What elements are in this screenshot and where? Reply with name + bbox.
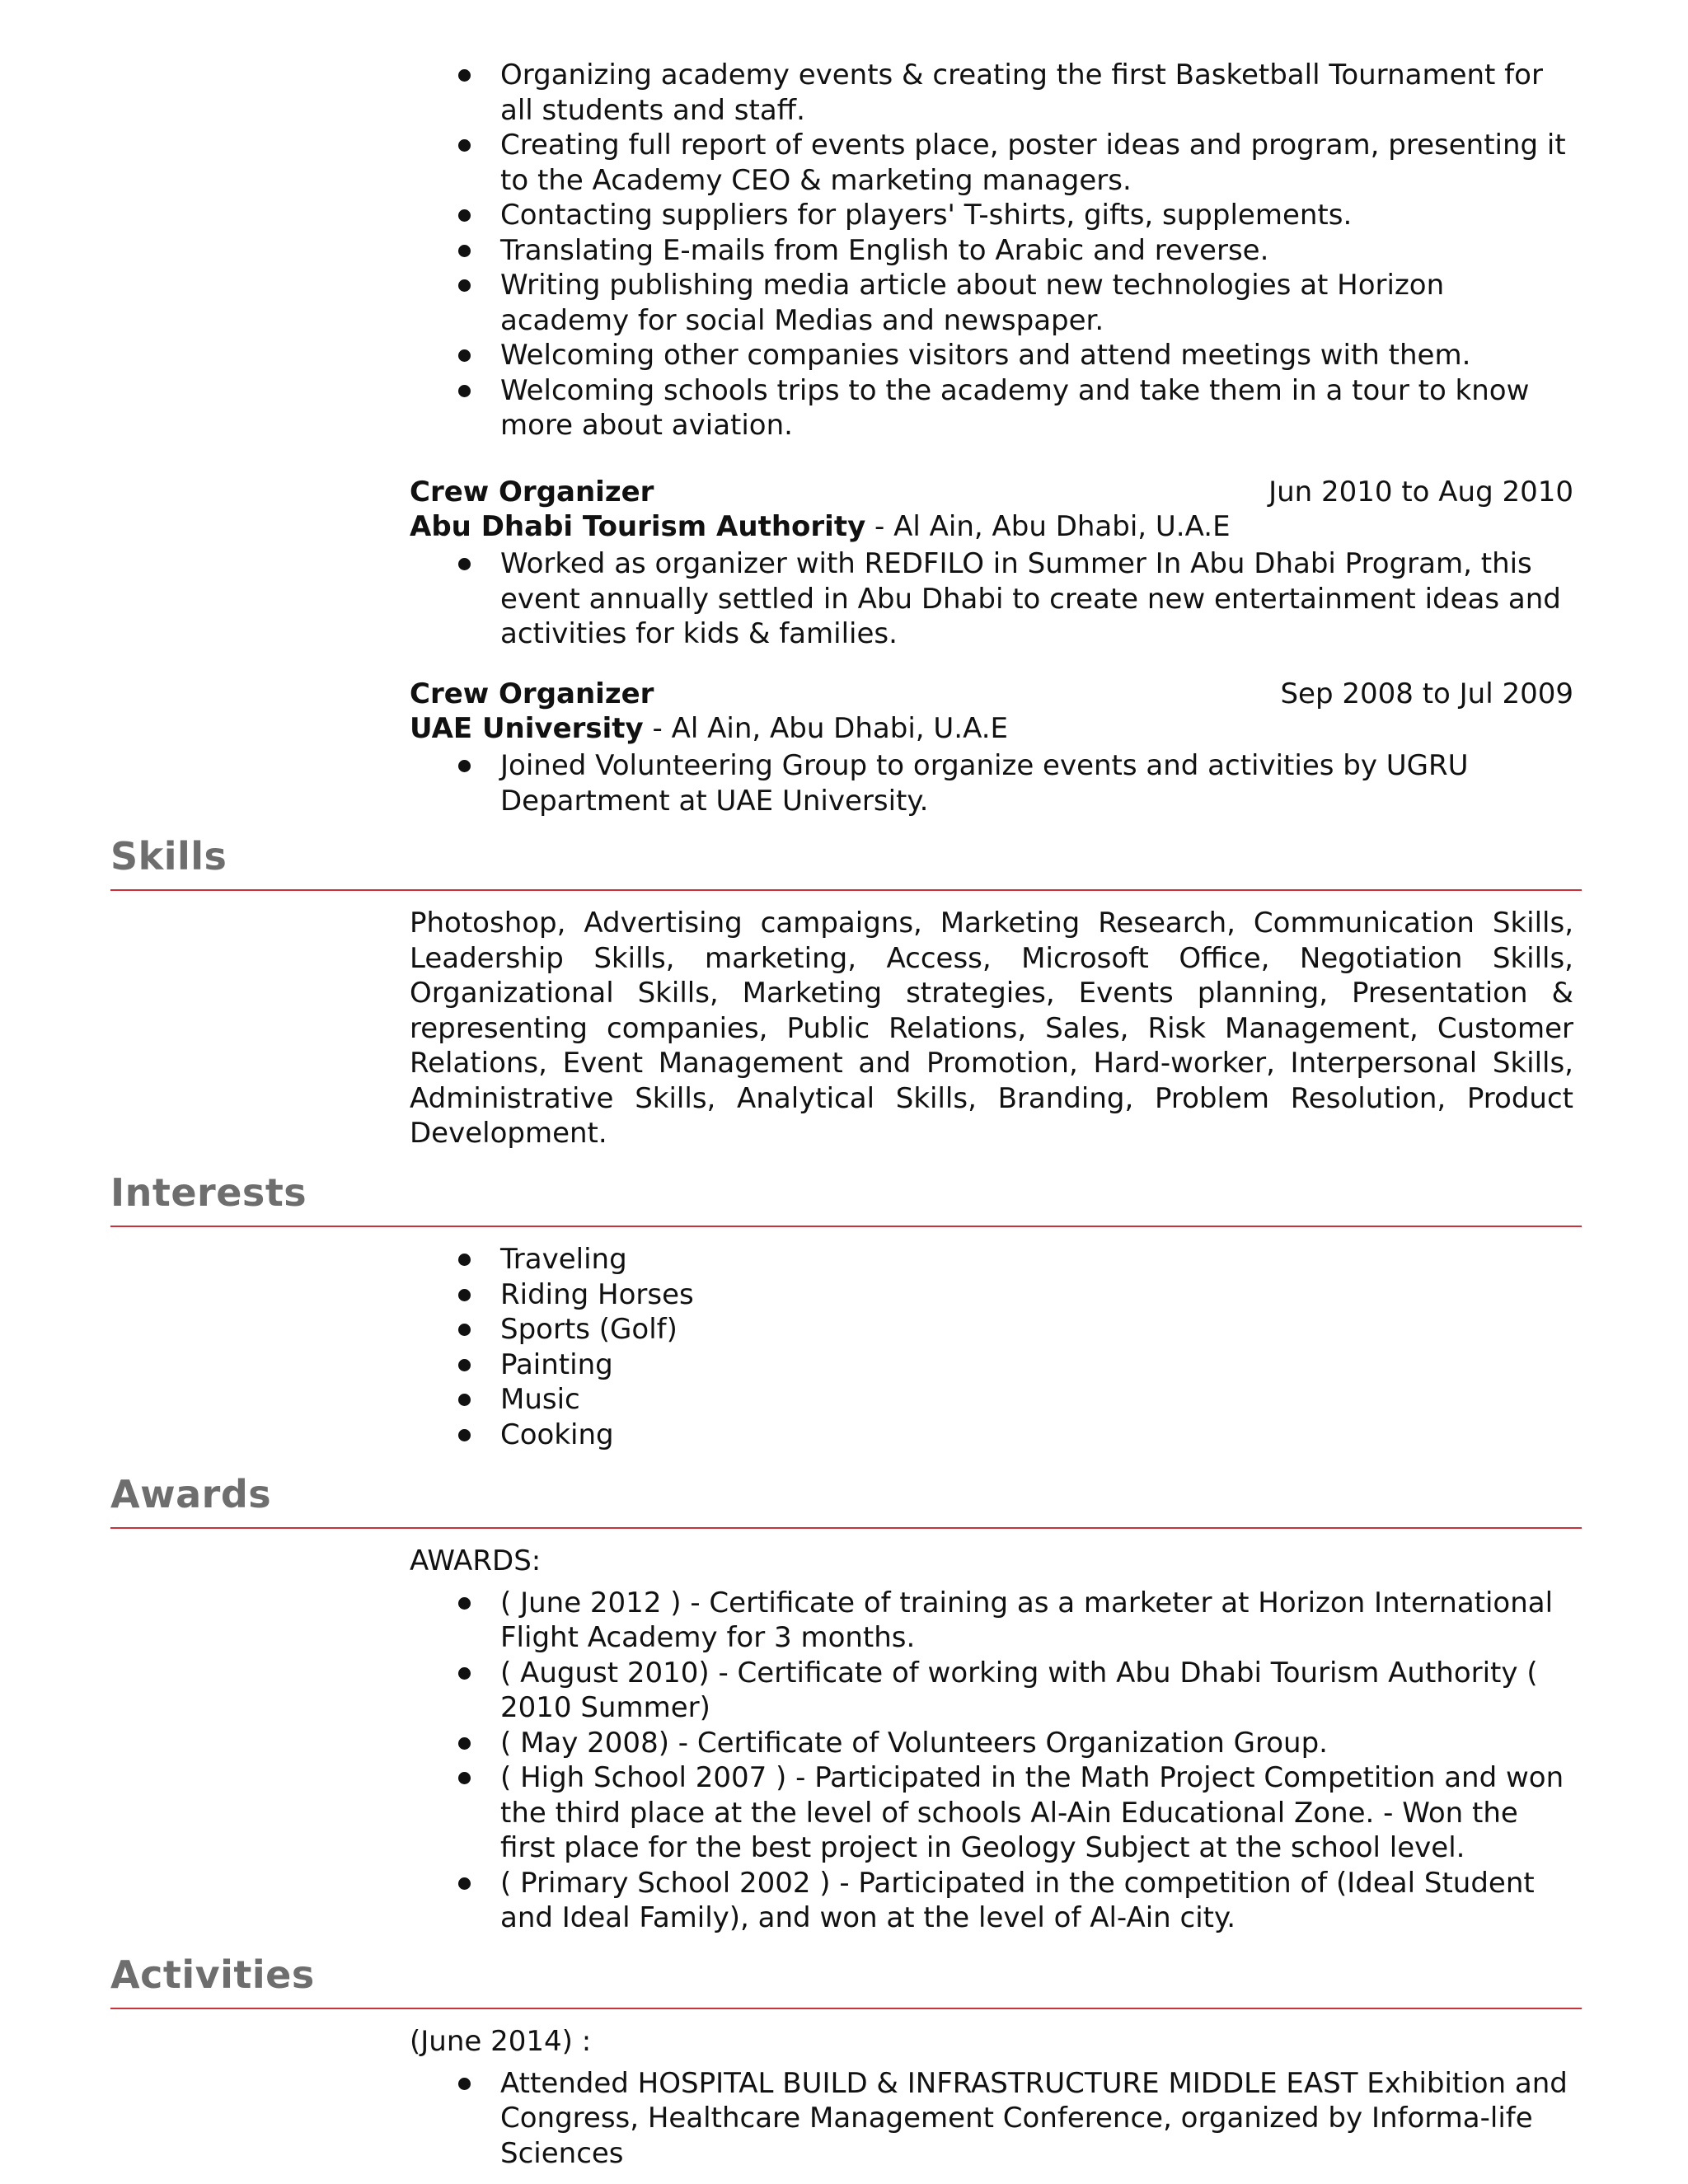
job-title: Crew Organizer: [410, 677, 654, 710]
list-item: [410, 338, 1573, 373]
experience-bullet-list: [410, 58, 1573, 443]
section-divider: [110, 889, 1582, 891]
list-item: [410, 1656, 1573, 1726]
list-item: [410, 1726, 1573, 1761]
bullet-icon: [458, 558, 471, 570]
bullet-icon: [458, 1394, 471, 1406]
activity-text: Attended HOSPITAL BUILD & INFRASTRUCTURE MIDDLE EAST Exhibition and Congress, Healthcare Management Conference, organized by Informa-life Sciences: [500, 2066, 1568, 2170]
list-item: [410, 1312, 1573, 1347]
list-item: [410, 1418, 1573, 1453]
job-organization: Abu Dhabi Tourism Authority: [410, 510, 866, 543]
bullet-icon: [458, 1597, 471, 1610]
awards-intro: AWARDS:: [410, 1544, 542, 1577]
section-title-interests: Interests: [110, 1170, 307, 1215]
list-item: [410, 2066, 1573, 2172]
job-organization: UAE University: [410, 712, 644, 745]
list-item: [410, 233, 1573, 269]
interests-list: [410, 1242, 1573, 1452]
list-item: [410, 1586, 1573, 1656]
bullet-icon: [458, 1737, 471, 1750]
list-item: [410, 1347, 1573, 1383]
job-dates: Sep 2008 to Jul 2009: [1280, 677, 1573, 710]
section-divider: [110, 2008, 1582, 2009]
list-item: [410, 128, 1573, 198]
award-text: ( August 2010) - Certificate of working with Abu Dhabi Tourism Authority ( 2010 Summer): [500, 1656, 1538, 1724]
list-item: [410, 1277, 1573, 1313]
section-title-activities: Activities: [110, 1952, 315, 1997]
list-item: [410, 748, 1573, 818]
list-item: [410, 1866, 1573, 1936]
list-item: [410, 1242, 1573, 1277]
awards-block: [410, 1544, 1573, 1936]
bullet-text: Creating full report of events place, poster ideas and program, presenting it to the Academy CEO & marketing managers.: [500, 129, 1566, 197]
list-item: [410, 546, 1573, 652]
bullet-text: Welcoming other companies visitors and attend meetings with them.: [500, 339, 1471, 372]
bullet-text: Welcoming schools trips to the academy and take them in a tour to know more about aviation.: [500, 373, 1530, 442]
skills-text: Photoshop, Advertising campaigns, Marketing Research, Communication Skills, Leadership Skills, marketing, Access, Microsoft Office, Negotiation Skills, Organizational Skills, Marketing strategies, Events planning, Presentation & representing companies, Public Relations, Sales, Risk Management, Customer Relations, Event Management and Promotion, Hard-worker, Interpersonal Skills, Administrative Skills, Analytical Skills, Branding, Problem Resolution, Product Development.: [410, 907, 1573, 1150]
bullet-icon: [458, 1289, 471, 1301]
activities-intro: (June 2014) :: [410, 2025, 592, 2058]
bullet-icon: [458, 139, 471, 152]
bullet-text: Contacting suppliers for players' T-shirts, gifts, supplements.: [500, 199, 1353, 232]
bullet-icon: [458, 1324, 471, 1336]
job-entry: [410, 475, 1573, 652]
list-item: [410, 1382, 1573, 1418]
bullet-text: Worked as organizer with REDFILO in Summer In Abu Dhabi Program, this event annually settled in Abu Dhabi to create new entertainment ideas and activities for kids & families.: [500, 547, 1561, 650]
bullet-text: Translating E-mails from English to Arabic and reverse.: [500, 233, 1269, 267]
job-org-line: [410, 509, 1573, 544]
job-location: - Al Ain, Abu Dhabi, U.A.E: [643, 712, 1009, 745]
award-text: ( June 2012 ) - Certificate of training as a marketer at Horizon International Flight Academy for 3 months.: [500, 1586, 1554, 1654]
job-bullet-list: [410, 748, 1573, 818]
bullet-text: Writing publishing media article about new technologies at Horizon academy for social Medias and newspaper.: [500, 269, 1445, 337]
award-text: ( High School 2007 ) - Participated in the Math Project Competition and won the third place at the level of schools Al-Ain Educational Zone. - Won the first place for the best project in Geology Subject at the school level.: [500, 1761, 1564, 1864]
interest-text: Sports (Golf): [500, 1313, 678, 1346]
bullet-text: Organizing academy events & creating the first Basketball Tournament for all students and staff.: [500, 59, 1543, 127]
job-header: [410, 677, 1573, 711]
job-entry: [410, 677, 1573, 818]
bullet-icon: [458, 245, 471, 257]
interest-text: Cooking: [500, 1418, 614, 1451]
bullet-text: Joined Volunteering Group to organize events and activities by UGRU Department at UAE University.: [500, 749, 1469, 818]
interest-text: Riding Horses: [500, 1277, 694, 1311]
list-item: [410, 198, 1573, 233]
bullet-icon: [458, 69, 471, 82]
bullet-icon: [458, 1359, 471, 1371]
section-divider: [110, 1527, 1582, 1529]
bullet-icon: [458, 1667, 471, 1680]
bullet-icon: [458, 1254, 471, 1266]
bullet-icon: [458, 1877, 471, 1890]
list-item: [410, 1760, 1573, 1866]
bullet-icon: [458, 209, 471, 222]
job-header: [410, 475, 1573, 509]
bullet-icon: [458, 1429, 471, 1441]
bullet-icon: [458, 349, 471, 362]
interests-list-block: [410, 1242, 1573, 1452]
job-bullet-list: [410, 546, 1573, 652]
bullet-icon: [458, 385, 471, 397]
section-title-skills: Skills: [110, 834, 227, 879]
list-item: [410, 268, 1573, 338]
list-item: [410, 373, 1573, 443]
list-item: [410, 58, 1573, 128]
interest-text: Painting: [500, 1347, 613, 1381]
activities-list: [410, 2066, 1573, 2172]
bullet-icon: [458, 279, 471, 292]
interest-text: Traveling: [500, 1243, 627, 1276]
award-text: ( May 2008) - Certificate of Volunteers Organization Group.: [500, 1726, 1328, 1760]
experience-continued: [410, 58, 1573, 443]
bullet-icon: [458, 1772, 471, 1784]
award-text: ( Primary School 2002 ) - Participated in the competition of (Ideal Student and Ideal Family), and won at the level of Al-Ain city.: [500, 1866, 1535, 1934]
job-dates: Jun 2010 to Aug 2010: [1268, 476, 1573, 509]
bullet-icon: [458, 760, 471, 772]
job-title: Crew Organizer: [410, 476, 654, 509]
interest-text: Music: [500, 1383, 580, 1416]
job-org-line: [410, 711, 1573, 746]
awards-list: [410, 1586, 1573, 1936]
section-title-awards: Awards: [110, 1472, 272, 1516]
section-divider: [110, 1226, 1582, 1227]
job-location: - Al Ain, Abu Dhabi, U.A.E: [865, 510, 1231, 543]
activities-block: [410, 2024, 1573, 2171]
bullet-icon: [458, 2078, 471, 2090]
